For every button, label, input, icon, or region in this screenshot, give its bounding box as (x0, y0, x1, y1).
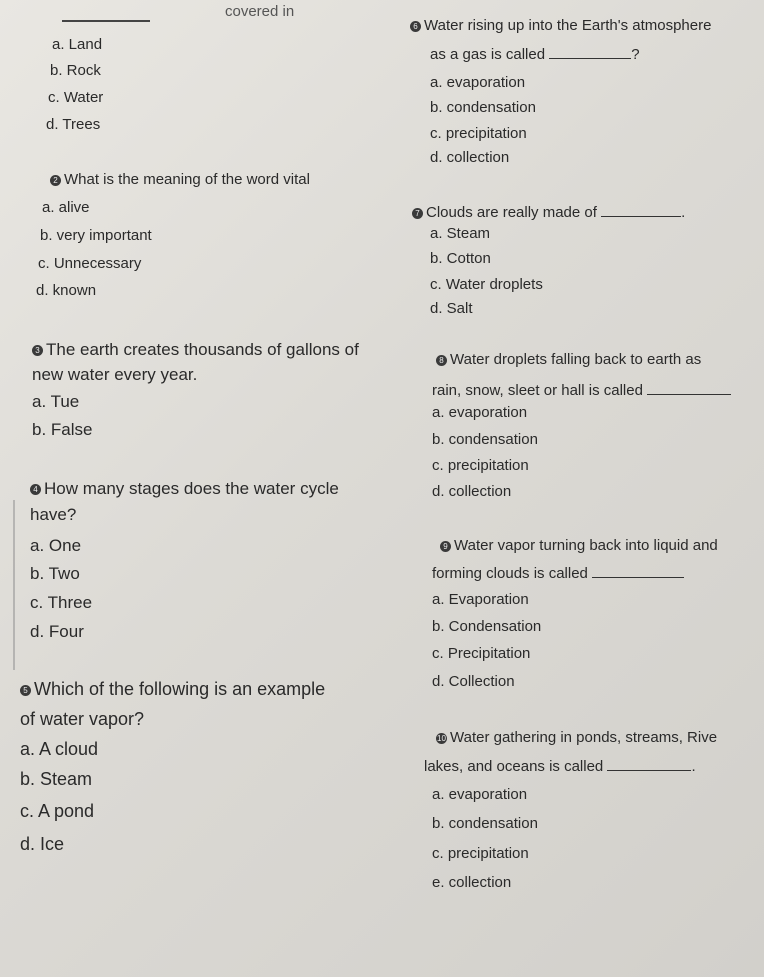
q7-option-b: b. Cotton (430, 250, 491, 267)
q6-number-badge: 6 (410, 21, 421, 32)
q5-option-b: b. Steam (20, 769, 93, 789)
q5-line1 (20, 680, 325, 700)
q4-number-badge: 4 (30, 484, 41, 495)
q10-option-a: a. evaporation (432, 786, 528, 803)
q8-number-badge: 8 (436, 355, 447, 366)
q4-option-b: b. Two (30, 564, 80, 583)
q2-question (50, 172, 310, 189)
q2-option-a: a. alive (42, 199, 90, 216)
q6-option-a: a. evaporation (430, 74, 526, 91)
fold-line (13, 500, 15, 670)
q7-number-badge: 7 (412, 208, 423, 219)
q8-line1 (436, 352, 701, 369)
q7-option-c: c. Water droplets (430, 276, 543, 293)
q4-line2: have? (30, 505, 77, 524)
q5-option-a: a. A cloud (20, 739, 99, 759)
top-fragment: covered in (225, 3, 295, 20)
q3-option-b: b. False (32, 420, 93, 439)
q10-option-c: c. precipitation (432, 845, 529, 862)
q3-text: The earth creates thousands of gallons of (46, 340, 359, 359)
top-answer-line (62, 20, 150, 22)
q10-answer-blank[interactable] (607, 770, 691, 771)
q8-option-c: c. precipitation (432, 457, 529, 474)
q7-option-a: a. Steam (430, 225, 491, 242)
q6-line2: as a gas is called ? (430, 46, 640, 63)
q10-line1 (436, 730, 717, 747)
q4-line1 (30, 480, 339, 499)
q10-option-b: b. condensation (432, 815, 538, 832)
q3-line2: new water every year. (32, 365, 198, 384)
q-prev-option-c: c. Water (48, 89, 104, 106)
q5-text: Which of the following is an example (34, 679, 326, 699)
q-prev-option-d: d. Trees (46, 116, 101, 133)
q2-option-d: d. known (36, 282, 97, 299)
q9-option-c: c. Precipitation (432, 645, 531, 662)
q8-text: Water droplets falling back to earth as (450, 351, 702, 368)
q6-option-b: b. condensation (430, 99, 536, 116)
q3-option-a: a. Tue (32, 392, 80, 411)
q4-text: How many stages does the water cycle (44, 479, 339, 498)
q4-option-c: c. Three (30, 593, 93, 612)
q6-option-d: d. collection (430, 149, 510, 166)
q6-option-c: c. precipitation (430, 125, 527, 142)
q5-option-d: d. Ice (20, 834, 65, 854)
q4-option-a: a. One (30, 536, 82, 555)
q8-option-b: b. condensation (432, 431, 538, 448)
q5-number-badge: 5 (20, 685, 31, 696)
q7-question: 7 Clouds are really made of . (412, 205, 685, 222)
q9-option-a: a. Evaporation (432, 591, 529, 608)
q-prev-option-b: b. Rock (50, 62, 101, 79)
q2-text: What is the meaning of the word vital (64, 171, 310, 188)
q10-number-badge: 10 (437, 733, 446, 743)
q10-text: Water gathering in ponds, streams, Rive (450, 729, 718, 746)
q6-line1 (410, 18, 711, 35)
q8-option-a: a. evaporation (432, 404, 528, 421)
q9-line2: forming clouds is called (432, 566, 684, 583)
q8-line2: rain, snow, sleet or hall is called (432, 383, 731, 400)
q5-option-c: c. A pond (20, 801, 95, 821)
q8-answer-blank[interactable] (647, 394, 731, 395)
q3-number-badge: 3 (32, 345, 43, 356)
q10-option-d: e. collection (432, 874, 512, 891)
q2-option-b: b. very important (40, 227, 152, 244)
q7-option-d: d. Salt (430, 300, 473, 317)
q10-line2: lakes, and oceans is called . (424, 758, 696, 775)
q9-line1 (440, 538, 718, 555)
q7-answer-blank[interactable] (601, 216, 681, 217)
q9-answer-blank[interactable] (592, 577, 684, 578)
q9-option-b: b. Condensation (432, 618, 542, 635)
q7-text: Clouds are really made of (426, 204, 597, 221)
q4-option-d: d. Four (30, 622, 84, 641)
q6-answer-blank[interactable] (549, 58, 631, 59)
q9-number-badge: 9 (440, 541, 451, 552)
q2-option-c: c. Unnecessary (38, 255, 142, 272)
q2-number-badge: 2 (50, 175, 61, 186)
q-prev-option-a: a. Land (52, 36, 103, 53)
q9-text: Water vapor turning back into liquid and (454, 537, 718, 554)
q5-line2: of water vapor? (20, 709, 145, 729)
q9-option-d: d. Collection (432, 673, 515, 690)
q8-option-d: d. collection (432, 483, 512, 500)
q6-text: Water rising up into the Earth's atmosphere (424, 17, 712, 34)
q3-line1 (32, 341, 359, 360)
